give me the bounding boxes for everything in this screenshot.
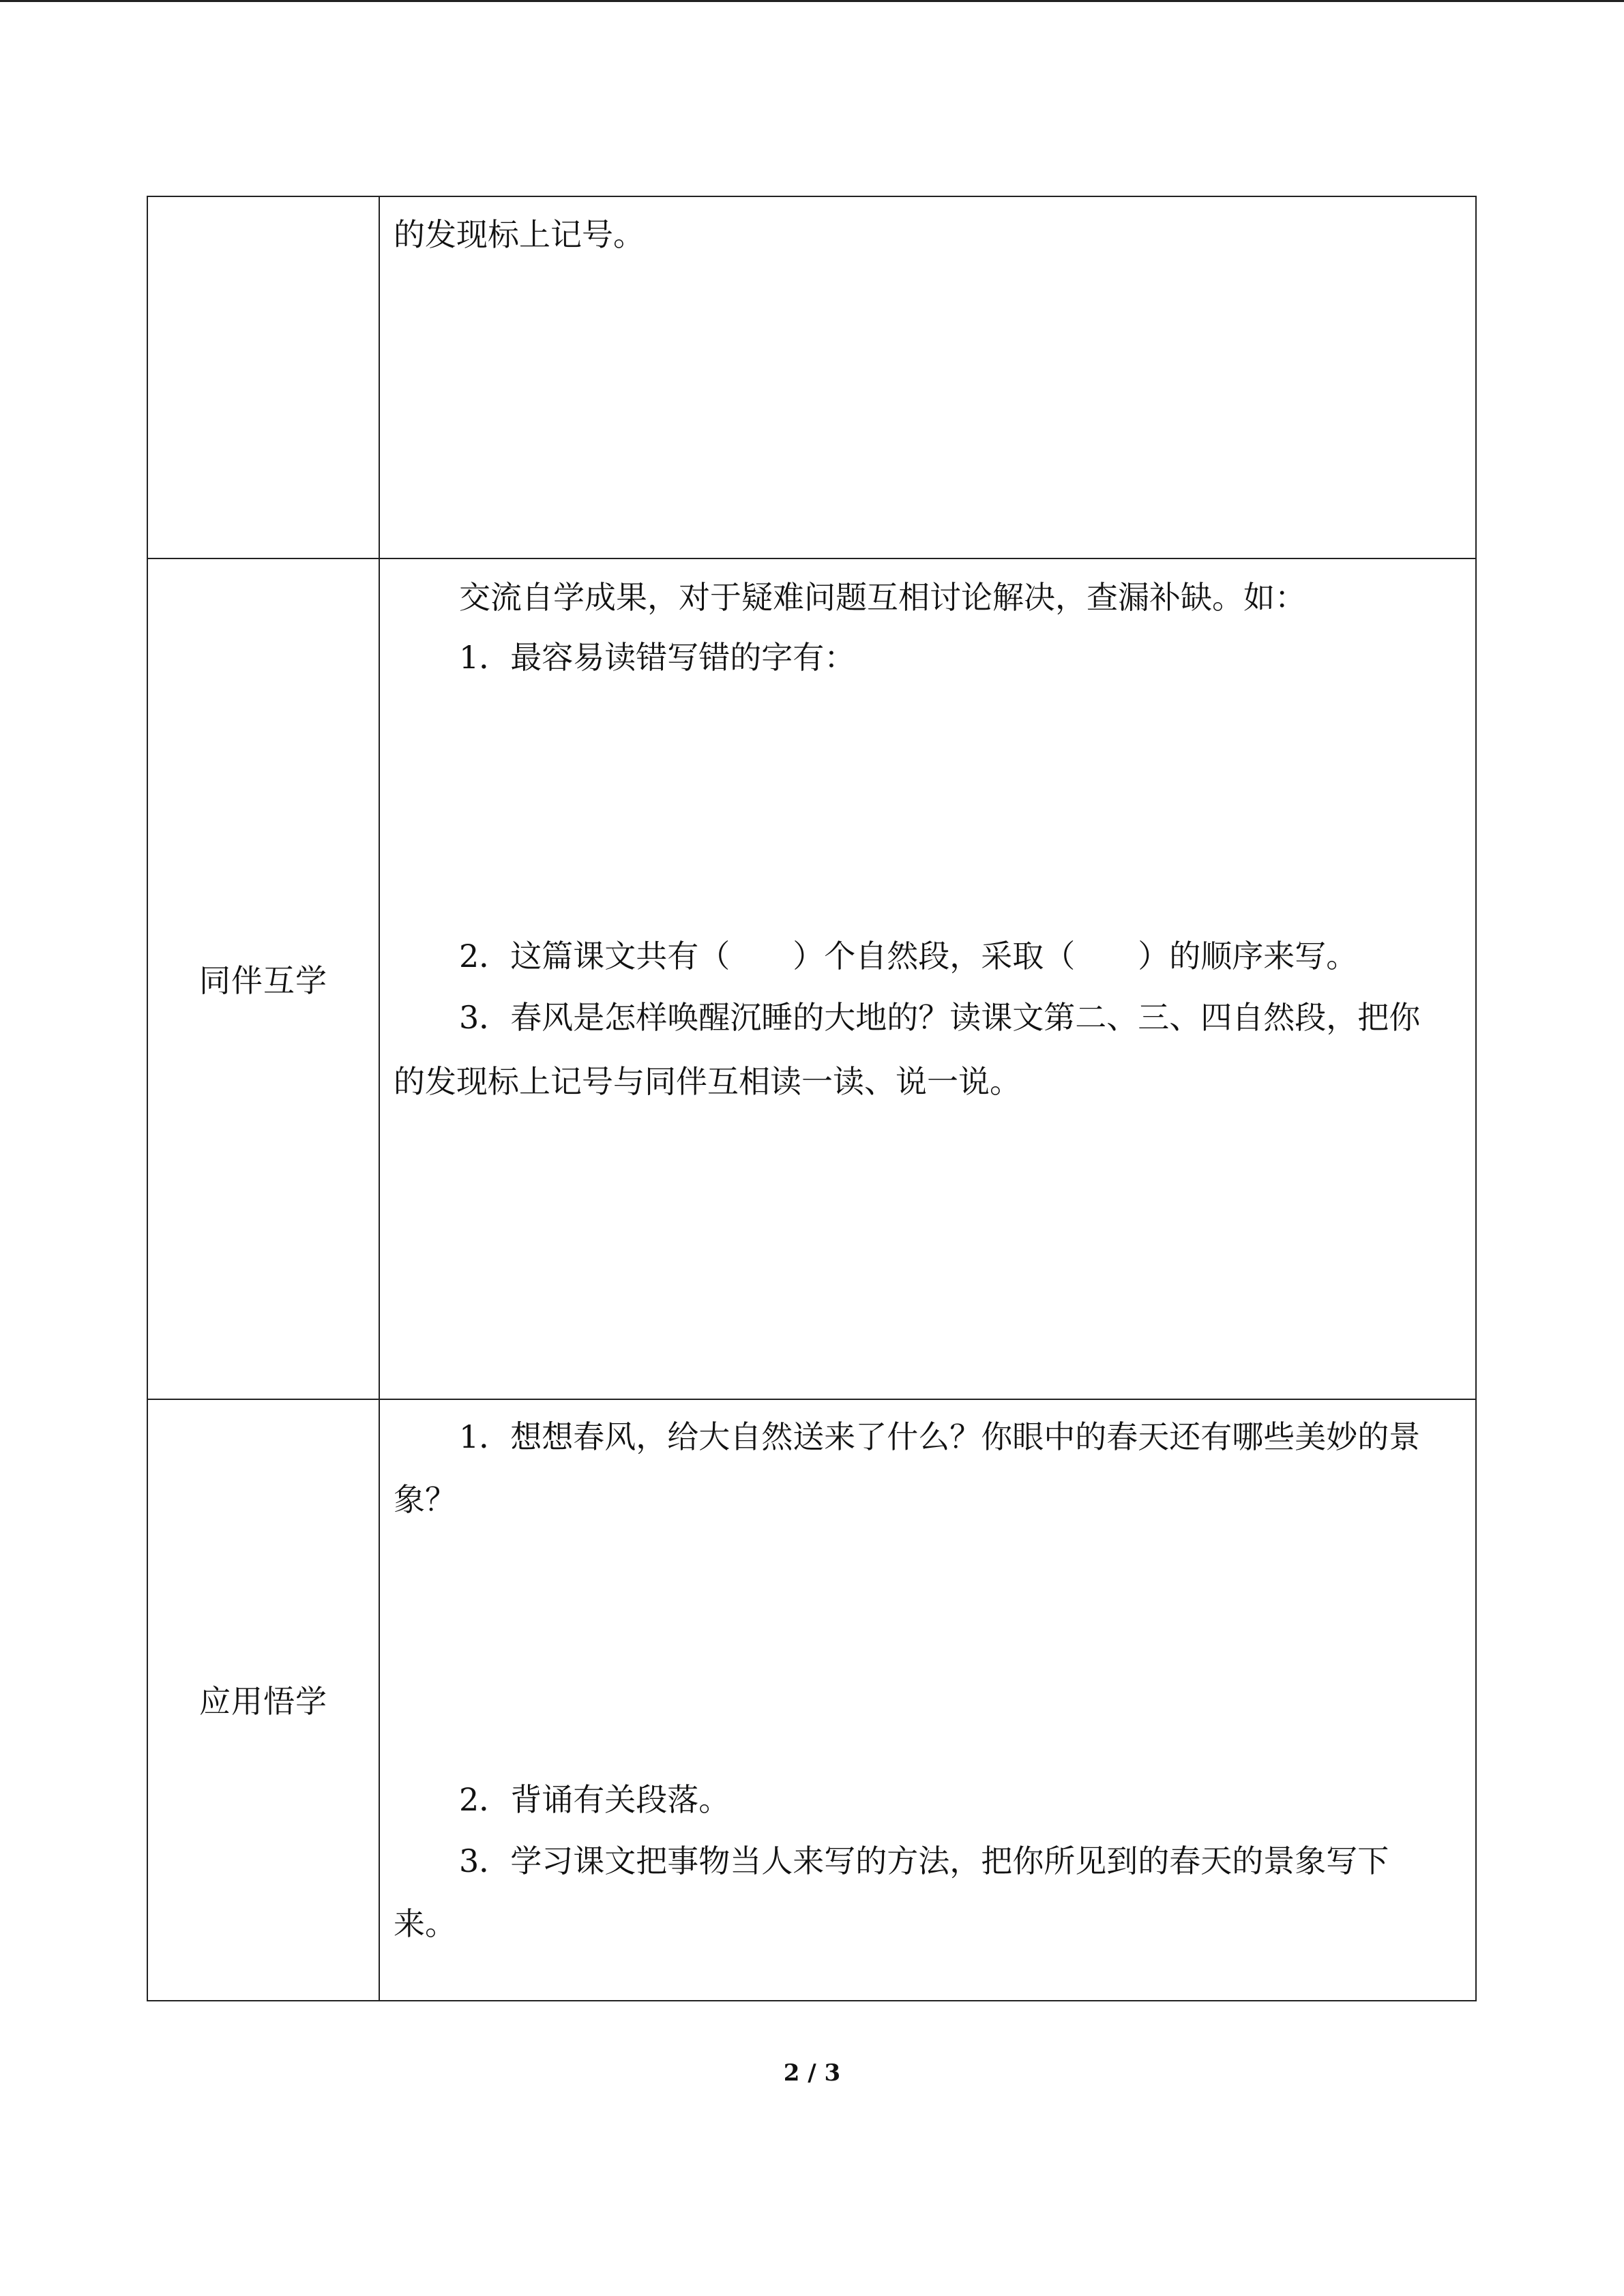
content-line: 3．春风是怎样唤醒沉睡的大地的？读课文第二、三、四自然段，把你 [459,999,1421,1036]
content-line: 2．这篇课文共有（ ）个自然段，采取（ ）的顺序来写。 [459,938,1358,974]
row-label-applied-learning: 应用悟学 [148,1399,380,2000]
content-line: 的发现标上记号。 [394,216,645,253]
row-label-peer-learning: 同伴互学 [148,558,380,1399]
table-row-applied-learning [147,1399,1477,2001]
table-row-continued [147,196,1477,559]
page-number: 2 / 3 [783,2059,841,2087]
content-line: 象？ [394,1481,456,1518]
row-label [148,197,380,558]
row-content-peer-learning [381,558,1475,1399]
content-line: 1．最容易读错写错的字有： [459,639,856,676]
row-content [381,197,1475,558]
content-line: 3．学习课文把事物当人来写的方法，把你所见到的春天的景象写下 [459,1843,1389,1879]
row-content-applied-learning [381,1399,1475,2000]
table-row-peer-learning [147,558,1477,1400]
content-line: 来。 [394,1905,456,1942]
content-line: 的发现标上记号与同伴互相读一读、说一说。 [394,1063,1021,1100]
content-line: 2．背诵有关段落。 [459,1781,730,1818]
content-line: 1．想想春风，给大自然送来了什么？你眼中的春天还有哪些美妙的景 [459,1418,1421,1455]
content-line: 交流自学成果，对于疑难问题互相讨论解决，查漏补缺。如： [459,579,1306,616]
top-border-line [0,0,1624,2]
